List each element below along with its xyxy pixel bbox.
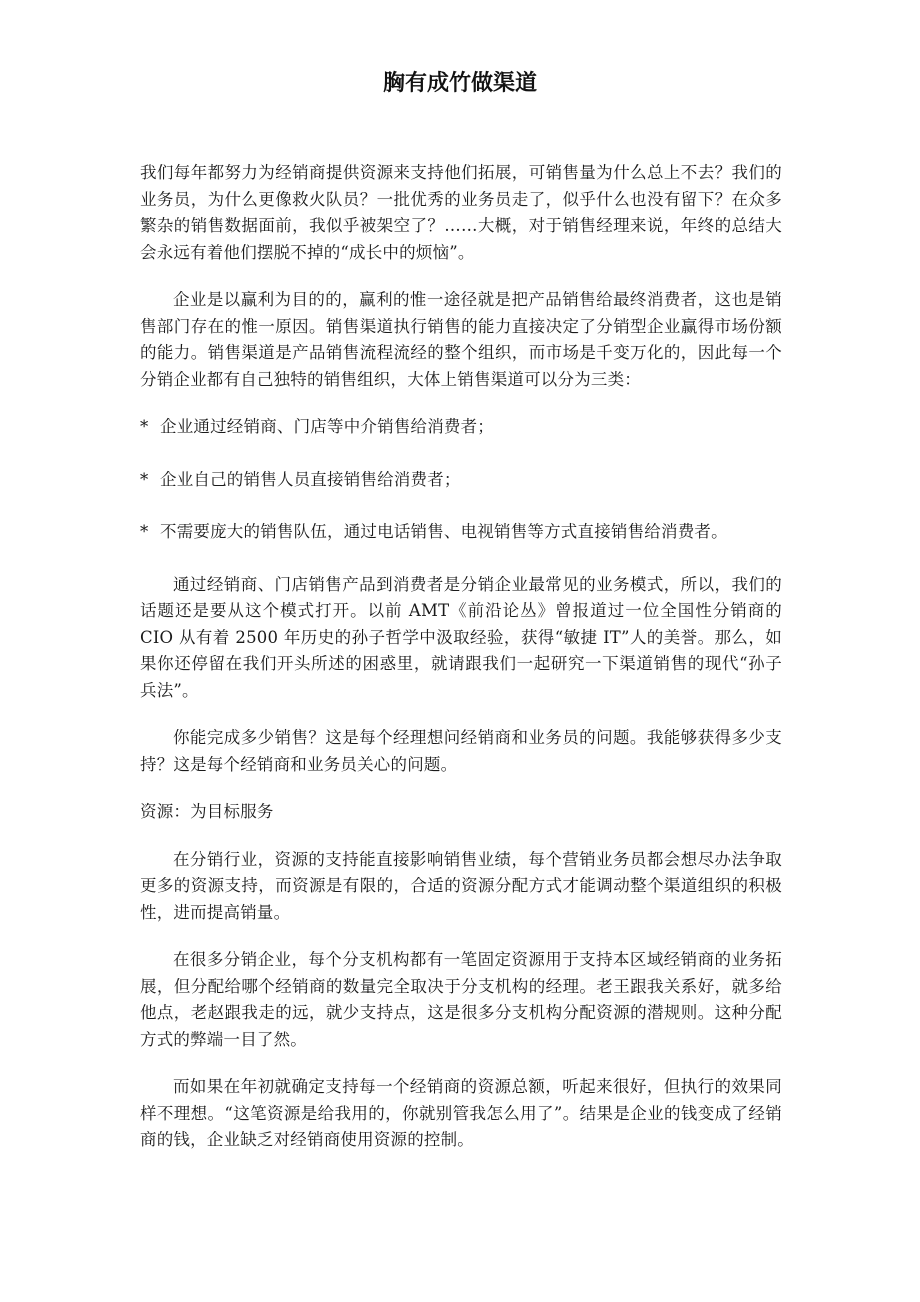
paragraph-channel-types: 企业是以赢利为目的的，赢利的惟一途径就是把产品销售给最终消费者，这也是销售部门存在的惟一原因。销售渠道执行销售的能力直接决定了分销型企业赢得市场份额的能力。销售渠道是产品销售流程流经的整个组织，而市场是千变万化的，因此每一个分销企业都有自己独特的销售组织，大体上销售渠道可以分为三类： [140, 290, 782, 389]
bullet-text: 不需要庞大的销售队伍，通过电话销售、电视销售等方式直接销售给消费者。 [160, 522, 728, 541]
bullet-text: 企业通过经销商、门店等中介销售给消费者； [160, 417, 494, 436]
document-body [140, 160, 782, 1175]
bullet-mark: * [140, 469, 149, 489]
paragraph-resource-control: 而如果在年初就确定支持每一个经销商的资源总额，听起来很好，但执行的效果同样不理想。“这笔资源是给我用的，你就别管我怎么用了”。结果是企业的钱变成了经销商的钱，企业缺乏对经销商使用资源的控制。 [140, 1077, 782, 1149]
bullet-item-2 [140, 467, 782, 494]
paragraph-resource-allocation: 在很多分销企业，每个分支机构都有一笔固定资源用于支持本区域经销商的业务拓展，但分配给哪个经销商的数量完全取决于分支机构的经理。老王跟我关系好，就多给他点，老赵跟我走的远，就少支持点，这是很多分支机构分配资源的潜规则。这种分配方式的弊端一目了然。 [140, 950, 782, 1049]
bullet-item-3 [140, 519, 782, 546]
bullet-item-1 [140, 414, 782, 441]
bullet-mark: * [140, 522, 149, 541]
document-title: 胸有成竹做渠道 [382, 71, 537, 96]
paragraph-distribution-model: 通过经销商、门店销售产品到消费者是分销企业最常见的业务模式，所以，我们的话题还是要从这个模式打开。以前 AMT《前沿论丛》曾报道过一位全国性分销商的 CIO 从有着 2500 年历史的孙子哲学中汲取经验，获得“敏捷 IT”人的美誉。那么，如果你还停留在我们开头所述的困惑里，就请跟我们一起研究一下渠道销售的现代“孙子兵法”。 [140, 574, 782, 700]
paragraph-resource-support: 在分销行业，资源的支持能直接影响销售业绩，每个营销业务员都会想尽办法争取更多的资源支持，而资源是有限的，合适的资源分配方式才能调动整个渠道组织的积极性，进而提高销量。 [140, 849, 782, 922]
bullet-mark: * [140, 417, 149, 436]
paragraph-sales-question: 你能完成多少销售？这是每个经理想问经销商和业务员的问题。我能够获得多少支持？这是每个经销商和业务员关心的问题。 [140, 728, 782, 774]
bullet-text: 企业自己的销售人员直接销售给消费者； [160, 469, 461, 489]
section-heading: 资源：为目标服务 [140, 802, 274, 821]
paragraph-intro: 我们每年都努力为经销商提供资源来支持他们拓展，可销售量为什么总上不去？我们的业务员，为什么更像救火队员？一批优秀的业务员走了，似乎什么也没有留下？在众多繁杂的销售数据面前，我似乎被架空了？……大概，对于销售经理来说，年终的总结大会永远有着他们摆脱不掉的“成长中的烦恼”。 [140, 163, 782, 262]
